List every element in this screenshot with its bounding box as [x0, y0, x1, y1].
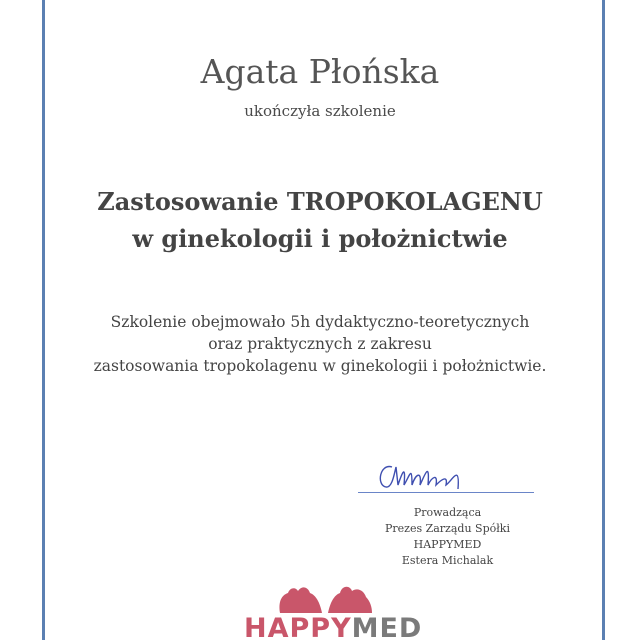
logo-feet-icon: [276, 583, 376, 613]
signatory-role: Prowadząca: [413, 506, 482, 519]
signature: [372, 455, 492, 495]
happymed-logo: [244, 583, 423, 644]
logo-text-happy: HAPPY: [244, 613, 352, 644]
completed-text: ukończyła szkolenie: [244, 102, 396, 120]
course-title-line-1: Zastosowanie TROPOKOLAGENU: [97, 187, 543, 216]
logo-text: [244, 613, 422, 644]
description-line-3: zastosowania tropokolagenu w ginekologii i położnictwie.: [93, 357, 547, 375]
signatory-name: Estera Michalak: [401, 554, 494, 567]
recipient-name: Agata Płońska: [200, 52, 440, 91]
description-line-1: Szkolenie obejmowało 5h dydaktyczno-teoretycznych: [110, 313, 530, 331]
signatory-position: Prezes Zarządu Spółki: [384, 522, 510, 535]
signature-line: [358, 492, 534, 493]
logo-text-med: MED: [351, 613, 423, 644]
signatory-company: HAPPYMED: [413, 538, 482, 551]
description-line-2: oraz praktycznych z zakresu: [208, 335, 432, 353]
course-title-line-2: w ginekologii i położnictwie: [132, 224, 508, 253]
